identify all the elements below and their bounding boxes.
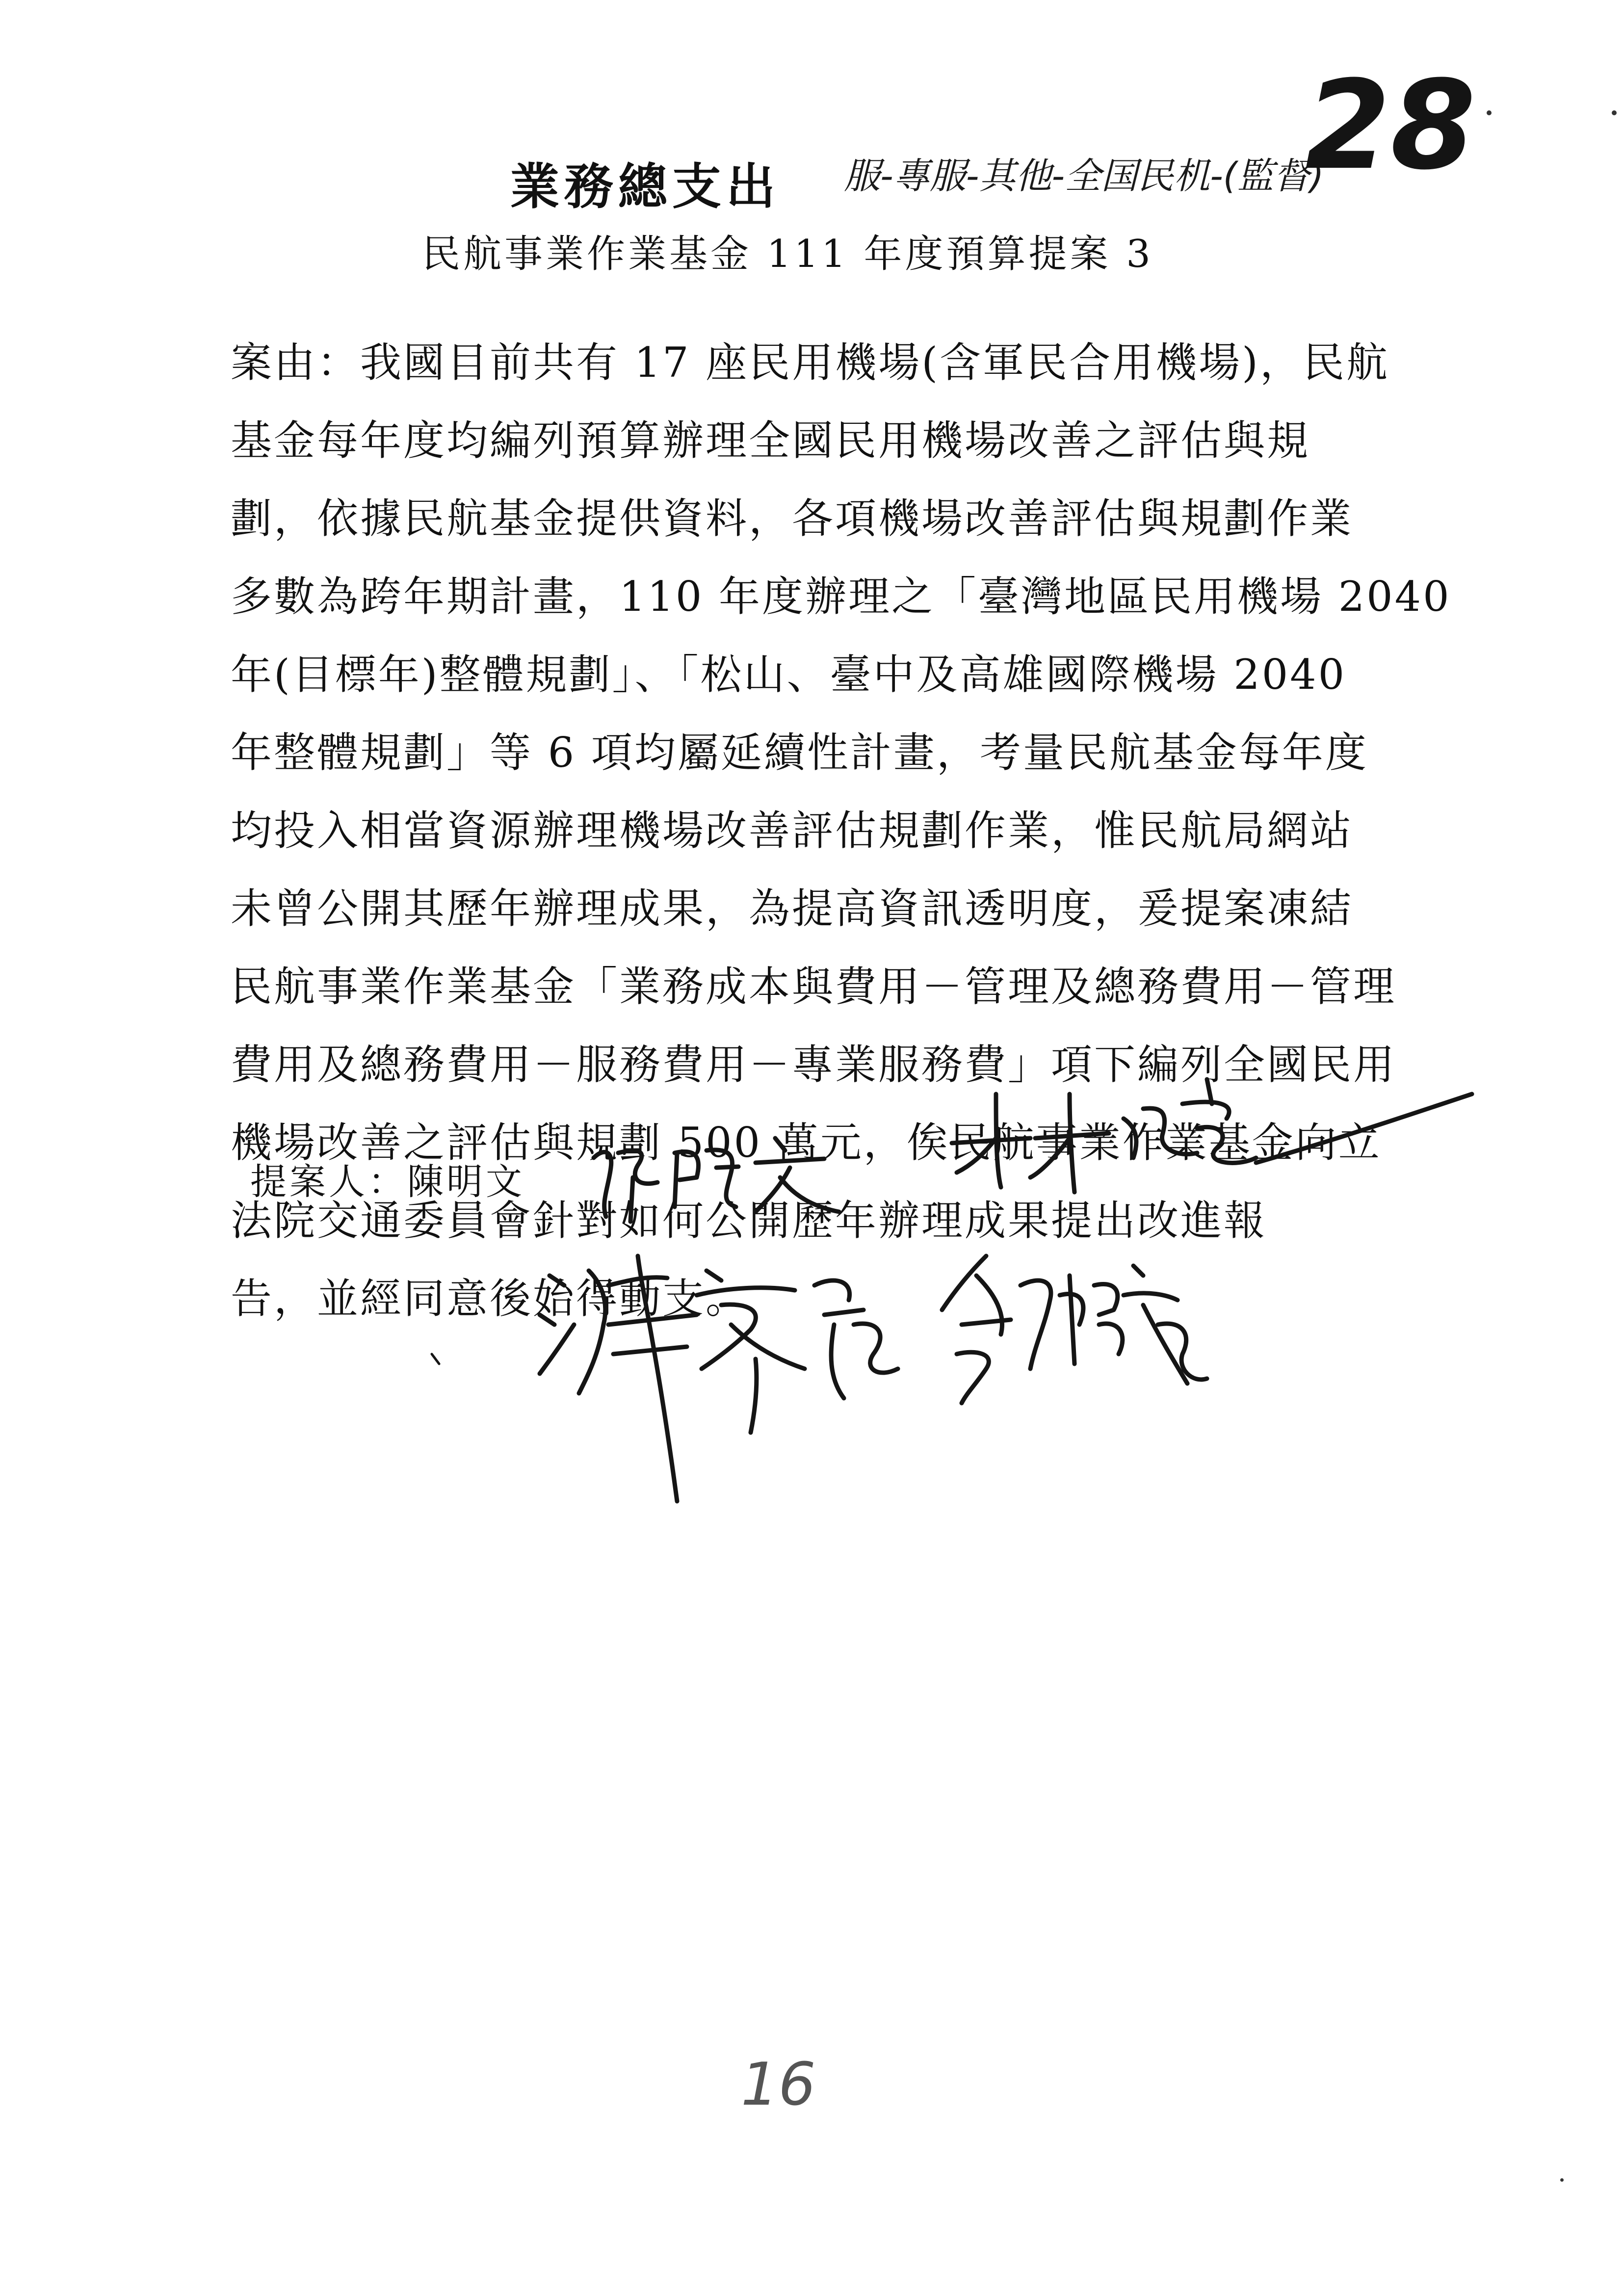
body-line: 告，並經同意後始得動支。 [231,1275,749,1323]
document-heading: 業務總支出 [510,158,780,215]
body-line: 基金每年度均編列預算辦理全國民用機場改善之評估與規 [231,417,1310,465]
signature-4 [942,1256,1207,1403]
proposal-subtitle: 民航事業作業基金 111 年度預算提案 3 [422,232,1153,276]
body-line: 費用及總務費用－服務費用－專業服務費」項下編列全國民用 [231,1041,1397,1089]
scan-speck [1612,110,1617,115]
body-line: 年整體規劃」等 6 項均屬延續性計畫，考量民航基金每年度 [231,729,1368,777]
body-line: 案由：我國目前共有 17 座民用機場(含軍民合用機場)，民航 [231,339,1389,387]
sponsor-label: 提案人：陳明文 [250,1161,525,1203]
handwritten-annotation: 服-專服-其他-全国民机-(監督) [844,155,1324,197]
signature-2 [952,1079,1472,1192]
body-line: 年(目標年)整體規劃」、「松山、臺中及高雄國際機場 2040 [231,651,1347,699]
scan-speck [1487,110,1492,115]
signature-1 [594,1138,839,1222]
body-line: 法院交通委員會針對如何公開歷年辦理成果提出改進報 [231,1197,1267,1245]
signature-3 [540,1256,898,1501]
body-line: 民航事業作業基金「業務成本與費用－管理及總務費用－管理 [231,963,1397,1011]
page-folio: 16 [741,2051,816,2119]
handwritten-page-number: 28 [1305,54,1476,197]
body-line: 未曾公開其歷年辦理成果，為提高資訊透明度，爰提案凍結 [231,885,1354,933]
scan-speck [1560,2178,1564,2182]
body-line: 機場改善之評估與規劃 500 萬元，俟民航事業作業基金向立 [231,1119,1382,1167]
body-line: 劃，依據民航基金提供資料，各項機場改善評估與規劃作業 [231,495,1354,543]
body-line: 多數為跨年期計畫，110 年度辦理之「臺灣地區民用機場 2040 [231,573,1451,621]
body-line: 均投入相當資源辦理機場改善評估規劃作業，惟民航局網站 [231,807,1354,855]
